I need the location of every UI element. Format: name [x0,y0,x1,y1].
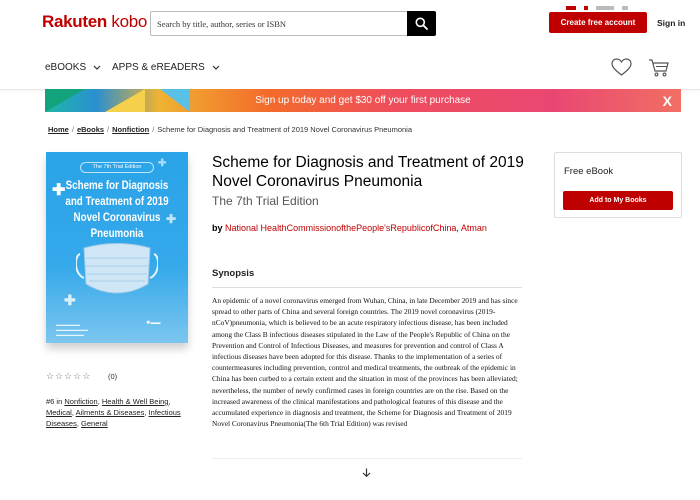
by-label: by [212,223,223,233]
breadcrumb-home[interactable]: Home [48,125,69,134]
rakuten-kobo-logo[interactable] [42,12,147,32]
breadcrumb-nonfiction[interactable]: Nonfiction [112,125,150,134]
logo-brand: Rakuten [42,12,107,31]
cover-footer-text: ▬▬▬▬▬▬ ▬▬▬▬▬▬▬▬ ▬▬▬▬▬▬▬ [56,322,88,337]
breadcrumb-current: Scheme for Diagnosis and Treatment of 2019 Novel Coronavirus Pneumonia [157,125,413,134]
search-button[interactable] [407,11,436,36]
nav-item-apps-ereaders[interactable] [112,62,220,73]
wishlist-button[interactable] [611,58,632,81]
category-ranking: #6 in Nonfiction, Health & Well Being, Medical, Ailments & Diseases, Infectious Diseases, General [46,397,181,428]
cover-cross-icon: ✚ [52,182,66,199]
rating-count: (0) [108,372,118,381]
nav-item-label: eBOOKS [45,62,87,73]
heart-icon [611,58,632,76]
divider [212,287,522,288]
breadcrumb-ebooks[interactable]: eBooks [76,125,105,134]
star-icon: ☆ [64,371,74,381]
rating-stars[interactable] [46,371,91,382]
author-link[interactable]: Atman [460,223,487,233]
top-utility-clip [566,0,686,1]
logo-product: kobo [111,12,148,31]
synopsis-fade [212,440,523,456]
cover-cross-icon: ✚ [64,292,76,308]
purchase-box [554,152,682,218]
divider [212,458,522,459]
star-icon: ☆ [82,371,92,381]
nav-item-ebooks[interactable] [45,62,101,73]
search-icon [415,17,428,30]
star-icon: ☆ [46,371,56,381]
category-link[interactable]: Health & Well Being [101,397,169,406]
chevron-down-icon [212,65,220,70]
search-box [150,11,436,36]
cover-title: Scheme for Diagnosis and Treatment of 2019 Novel Coronavirus Pneumonia [65,180,169,240]
book-cover[interactable] [46,152,188,343]
nav-item-label: APPS & eREADERS [112,62,205,73]
sign-in-link[interactable]: Sign in [657,18,686,28]
book-title: Scheme for Diagnosis and Treatment of 2019 Novel Coronavirus Pneumonia [212,154,524,190]
promo-banner[interactable] [45,89,681,112]
cover-cross-icon: ✚ [158,158,167,169]
create-account-button[interactable]: Create free account [549,12,647,33]
author-link[interactable]: National HealthCommissionofthePeople'sRepublicofChina [225,223,457,233]
synopsis-text: An epidemic of a novel coronavirus emerged from Wuhan, China, in late December 2019 and has since spread to other parts of China and several foreign countries. The 2019 novel coronavirus (2019-nCoV)pneumonia, which is believed to be an acute respiratory infectious disease, has been included among the Class B infectious diseases stipulated in the Law of the People's Republic of China on the Prevention and Control of Infectious Diseases, and measures for prevention and control of Class A infectious diseases have been adopted for this disease. Thanks to the implementation of a series of countermeasures including prevention, control and medical treatments, the outbreak of the epidemic in China has been curbed to a certain extent and the situation in most of the provinces has been alleviated; nevertheless, the number of newly confirmed cases in foreign countries are on the rise. Based on the increased awareness of the clinical manifestations and pathological features of this disease and the accumulated experience in diagnosis and treatment, the Scheme for Diagnosis and Treatment of 2019 Novel Coronavirus Pneumonia(The 6th Trial Edition) was revised [212,296,518,429]
site-header [0,0,700,45]
category-link[interactable]: General [81,419,108,428]
category-link[interactable]: Ailments & Diseases [75,408,145,417]
ranking-prefix: #6 in [46,397,63,406]
promo-text: Sign up today and get $30 off your first purchase [255,95,471,106]
breadcrumb: Home / eBooks / Nonfiction / Scheme for Diagnosis and Treatment of 2019 Novel Coronavirus Pneumonia [48,125,413,134]
category-link[interactable]: Medical [46,408,72,417]
book-subtitle: The 7th Trial Edition [212,194,319,208]
star-icon: ☆ [55,371,65,381]
face-mask-illustration [76,240,158,298]
expand-synopsis-button[interactable] [362,464,371,482]
expand-arrow-icon [362,468,371,477]
cover-edition-badge: The 7th Trial Edition [80,162,154,173]
publisher-logo: ❖▬▬ [146,320,161,326]
cart-button[interactable] [648,58,670,83]
cart-icon [648,58,670,78]
add-to-my-books-button[interactable]: Add to My Books [563,191,673,210]
chevron-down-icon [93,65,101,70]
author-byline: by National HealthCommissionofthePeople'sRepublicofChina, Atman [212,223,487,233]
cover-cross-icon: ✚ [166,212,177,226]
price-label: Free eBook [564,166,614,177]
category-link[interactable]: Nonfiction [64,397,98,406]
search-input[interactable] [157,12,407,35]
close-icon[interactable]: X [662,93,672,109]
synopsis-heading: Synopsis [212,268,255,279]
main-nav [0,45,700,90]
category-link[interactable]: Infectious Diseases [46,408,181,428]
star-icon: ☆ [73,371,83,381]
